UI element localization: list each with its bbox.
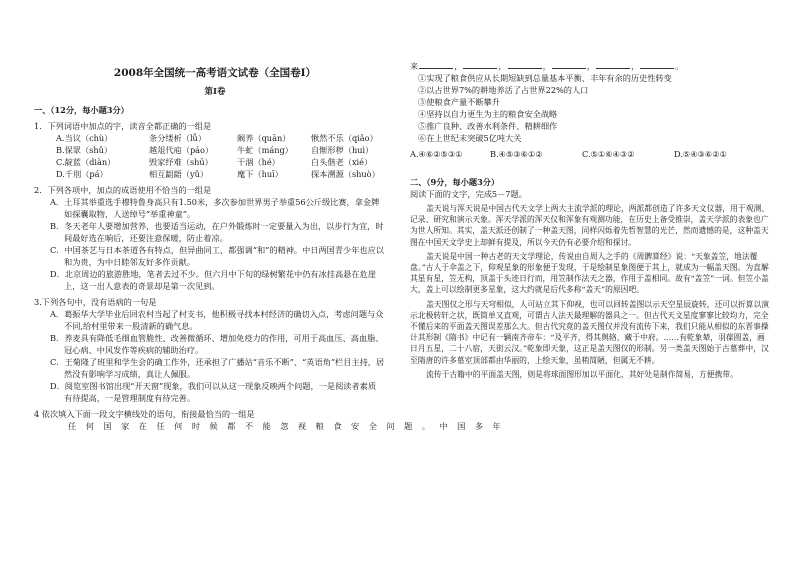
q4-item-3: ③使粮食产量不断攀升: [418, 97, 500, 107]
q4-item-6: ⑥在上世纪末突破5亿吨大关: [418, 133, 522, 143]
answer-blank: [552, 60, 586, 69]
q3-b-line2: 冠心病、中风发作等疾病的辅助治疗。: [64, 345, 204, 355]
q4-item-1: ①实现了粮食供应从长期短缺到总量基本平衡、丰年有余的历史性转变: [418, 73, 672, 83]
q3-c-line2: 然没有影响学习成绩，真让人佩服。: [64, 369, 196, 379]
q1-b3: 牛虻（máng）: [237, 145, 293, 155]
q3-stem: 3.下列各句中，没有语病的一句是: [34, 297, 157, 307]
q4-item-4: ④坚持以自力更生为主的粮食安全战略: [418, 109, 558, 119]
q3-c-line1: C．王菊隆了班里和学生会的确工作外，还承担了广播站“音乐不断”、“英语角”栏目主持，居: [50, 357, 385, 367]
q1-a4: 愀然不乐（qiǎo）: [311, 133, 378, 143]
q4-answer-a: A.④⑥②⑤③①: [410, 149, 463, 159]
q3-b-line1: B．养麦具有降低毛细血管脆性、改善微循环、增加免疫力的作用，可用于高血压、高血脂、: [50, 333, 384, 343]
right-column: [410, 60, 772, 380]
passage-paragraph-1: 盖天说与浑天说是中国古代天文学上两大主流学派的理论，两派都创造了许多天文仪器，用于观测、记录、研究和演示天象。浑天学派的浑天仪和浑象有观测功能，在历史上备受推崇，盖天学派的表象也广为世人所知。其实，盖天派还创制了一种盖天图，同样闪烁着先哲智慧的光芒，然而遗憾的是，这种盖天图在中国天文学史上却鲜有提及，所以今天仍有必要介绍和探讨。: [410, 204, 770, 247]
q3-option-a: [34, 308, 396, 332]
q1-c2: 毁家纾难（shū）: [149, 157, 213, 167]
q4-answer-options: [410, 148, 772, 160]
q1-a1: A.当议（chù）: [56, 133, 113, 143]
q2-option-b: [34, 220, 396, 244]
q2-c-line2: 和为贵，为中日睦邻友好多作贡献。: [64, 257, 196, 267]
q4-answer-b: B.④⑤③⑥①②: [490, 149, 543, 159]
section1-heading: 一、（12分，每小题3分）: [34, 105, 129, 115]
q2-a-line2: 如探囊取物，人送绰号“举重神童”。: [64, 209, 196, 219]
q3-option-c: [34, 356, 396, 380]
q4-item-2: ②以占世界7%的耕地养活了占世界22%的人口: [418, 85, 589, 95]
part-label: 第Ⅰ卷: [204, 87, 226, 97]
q1-a2: 条分缕析（lǚ）: [149, 133, 207, 143]
q1-b4: 自惭形秽（huì）: [311, 145, 374, 155]
q1-d4: 探本溯源（shuò）: [311, 169, 380, 179]
q4-continued-blanks: 来 ， ， ， ， ， 。: [410, 61, 684, 71]
q1-c3: 干涸（hé）: [237, 157, 280, 167]
q2-d-line1: D．北京周边的旅游胜地，笔者去过不少。但六月中下旬的绿树繁花中仍有冰挂高悬在危崖: [50, 269, 376, 279]
q1-c1: C.靛蓝（diàn）: [56, 157, 116, 167]
q2-b-line2: 间最好选在晌后，还要注意保暖，防止着凉。: [64, 233, 228, 243]
q4-stem: 4 依次填入下面一段文字横线处的语句，衔接最恰当的一组是: [34, 409, 255, 419]
q1-d2: 相互龃龉（yǔ）: [149, 169, 209, 179]
q2-b-line1: B．冬天老年人要增加营养，也要适当运动，在户外锻炼时一定要量入为出，以步行为宜，时: [50, 221, 384, 231]
q4-answer-d: D.⑤④③⑥②①: [674, 149, 727, 159]
passage-paragraph-3: 盖天图仅之形与天穹相似，人可站立其下仰视，也可以回转盖图以示天空星辰旋转，还可以折算以演示北极转轩之状，既简单又直观，可谓古人法天最理解的器具之一。但古代天文星度寥寥比较均力，完全不懂后来的平面盖天图误差那么大。但古代究竟的盖天图仅并没有流传下来，我们只能从相似的东晋事操计其形制《隋书》中记有一辆南齐帝车：“及平齐，得其舆辂，藏于中府。……有乾象辇，羽葆圆盖，画日月五星，二十八宿，天街云汉。”乾象即天象，这正是盖天图仅的形制。另一类盖天图始于古墓葬中，汉至隋唐的许多墓室顶部都由华丽的，上绘天象，虽稍简陋，但属无不耕。: [410, 299, 770, 365]
q1-b2: 越俎代庖（páo）: [149, 145, 214, 155]
q1-d3: 麾下（huī）: [237, 169, 283, 179]
passage-paragraph-4: 流传于古籍中的平面盖天图，则是将球面图形加以平面化，其好处是制作简易，方便携带。: [426, 369, 738, 379]
q3-a-line1: A．葛振华大学毕业后回农村当起了村支书，他积极寻找本村经济的确切入点，考虑问题与众: [50, 309, 384, 319]
exam-title: 2008年全国统一高考语文试卷（全国卷Ⅰ）: [113, 67, 317, 79]
answer-blank: [419, 60, 453, 69]
q3-d-line1: D．阅览室图书馆出现“开天窗”现象，我们可以从这一现象反映两个问题，一是阅读者素质: [50, 381, 377, 391]
q4-item-5: ⑤推广良种、改善水利条件、精耕细作: [418, 121, 558, 131]
q3-a-line2: 不同,给村里带来一股清新的确气息。: [64, 321, 198, 331]
q3-option-b: [34, 332, 396, 356]
q2-c-line1: C．中国茶艺与日本茶道各有特点，但异曲同工，都强调“和”的精神。中日两国青少年也应以: [50, 245, 384, 255]
q1-options: [34, 132, 396, 180]
answer-blank: [596, 60, 630, 69]
q4-answer-c: C.⑤①⑥④③②: [582, 149, 635, 159]
answer-blank: [508, 60, 542, 69]
q1-a3: 阚养（quān）: [237, 133, 291, 143]
q1-stem: 1．下列词语中加点的字，读音全都正确的一组是: [34, 121, 212, 131]
answer-blank: [640, 60, 674, 69]
answer-blank: [463, 60, 497, 69]
q2-a-line1: A．土耳其举重选手穆特鲁身高只有1.50米，多次参加世界男子举重56公斤级比赛，拿金牌: [50, 197, 380, 207]
q1-d1: D.千刖（pá）: [56, 169, 108, 179]
passage-paragraph-2: 盖天说是中国一种古老的天文学理论，传说由自周人之手的《周髀算经》说：“天象盖笠，地法覆盘。”古人于伞盖之下，仰观星象的形象便于发现，于是绘制星象图便于其上，就成为一幅盖天图。为直解其星有星，笠无构，顶盖于头迹日行而，用笠制作法天之器，作用于盖相同。故有“盖笠”一词。但笠小盖大，盖上可以绘制更多星象，这大约就是后代多称“盖天”的原因吧。: [410, 251, 769, 295]
q3-d-line2: 有待提高，一是管理制度有待完善。: [64, 393, 196, 403]
section2-heading: 二、（9分，每小题3分）: [410, 177, 500, 187]
q1-c4: 白头偕老（xié）: [311, 157, 373, 167]
q2-option-c: [34, 244, 396, 268]
q3-option-d: [34, 380, 396, 404]
continued-prefix: 来: [410, 61, 419, 71]
q1-b1: B.保眾（shǔ）: [56, 145, 113, 155]
section2-intro: 阅读下面的文字，完成5－7题。: [410, 189, 527, 199]
q2-d-line2: 上，这一出人意表的奇景却是第一次见到。: [64, 281, 220, 291]
q4-text: 任何国家在任何时候都不能忽视粮食安全问题。中国多年: [68, 421, 511, 431]
q2-option-a: [34, 196, 396, 220]
q2-stem: 2．下列各项中，加点的成语使用不恰当的一组是: [34, 185, 212, 195]
q2-option-d: [34, 268, 396, 292]
